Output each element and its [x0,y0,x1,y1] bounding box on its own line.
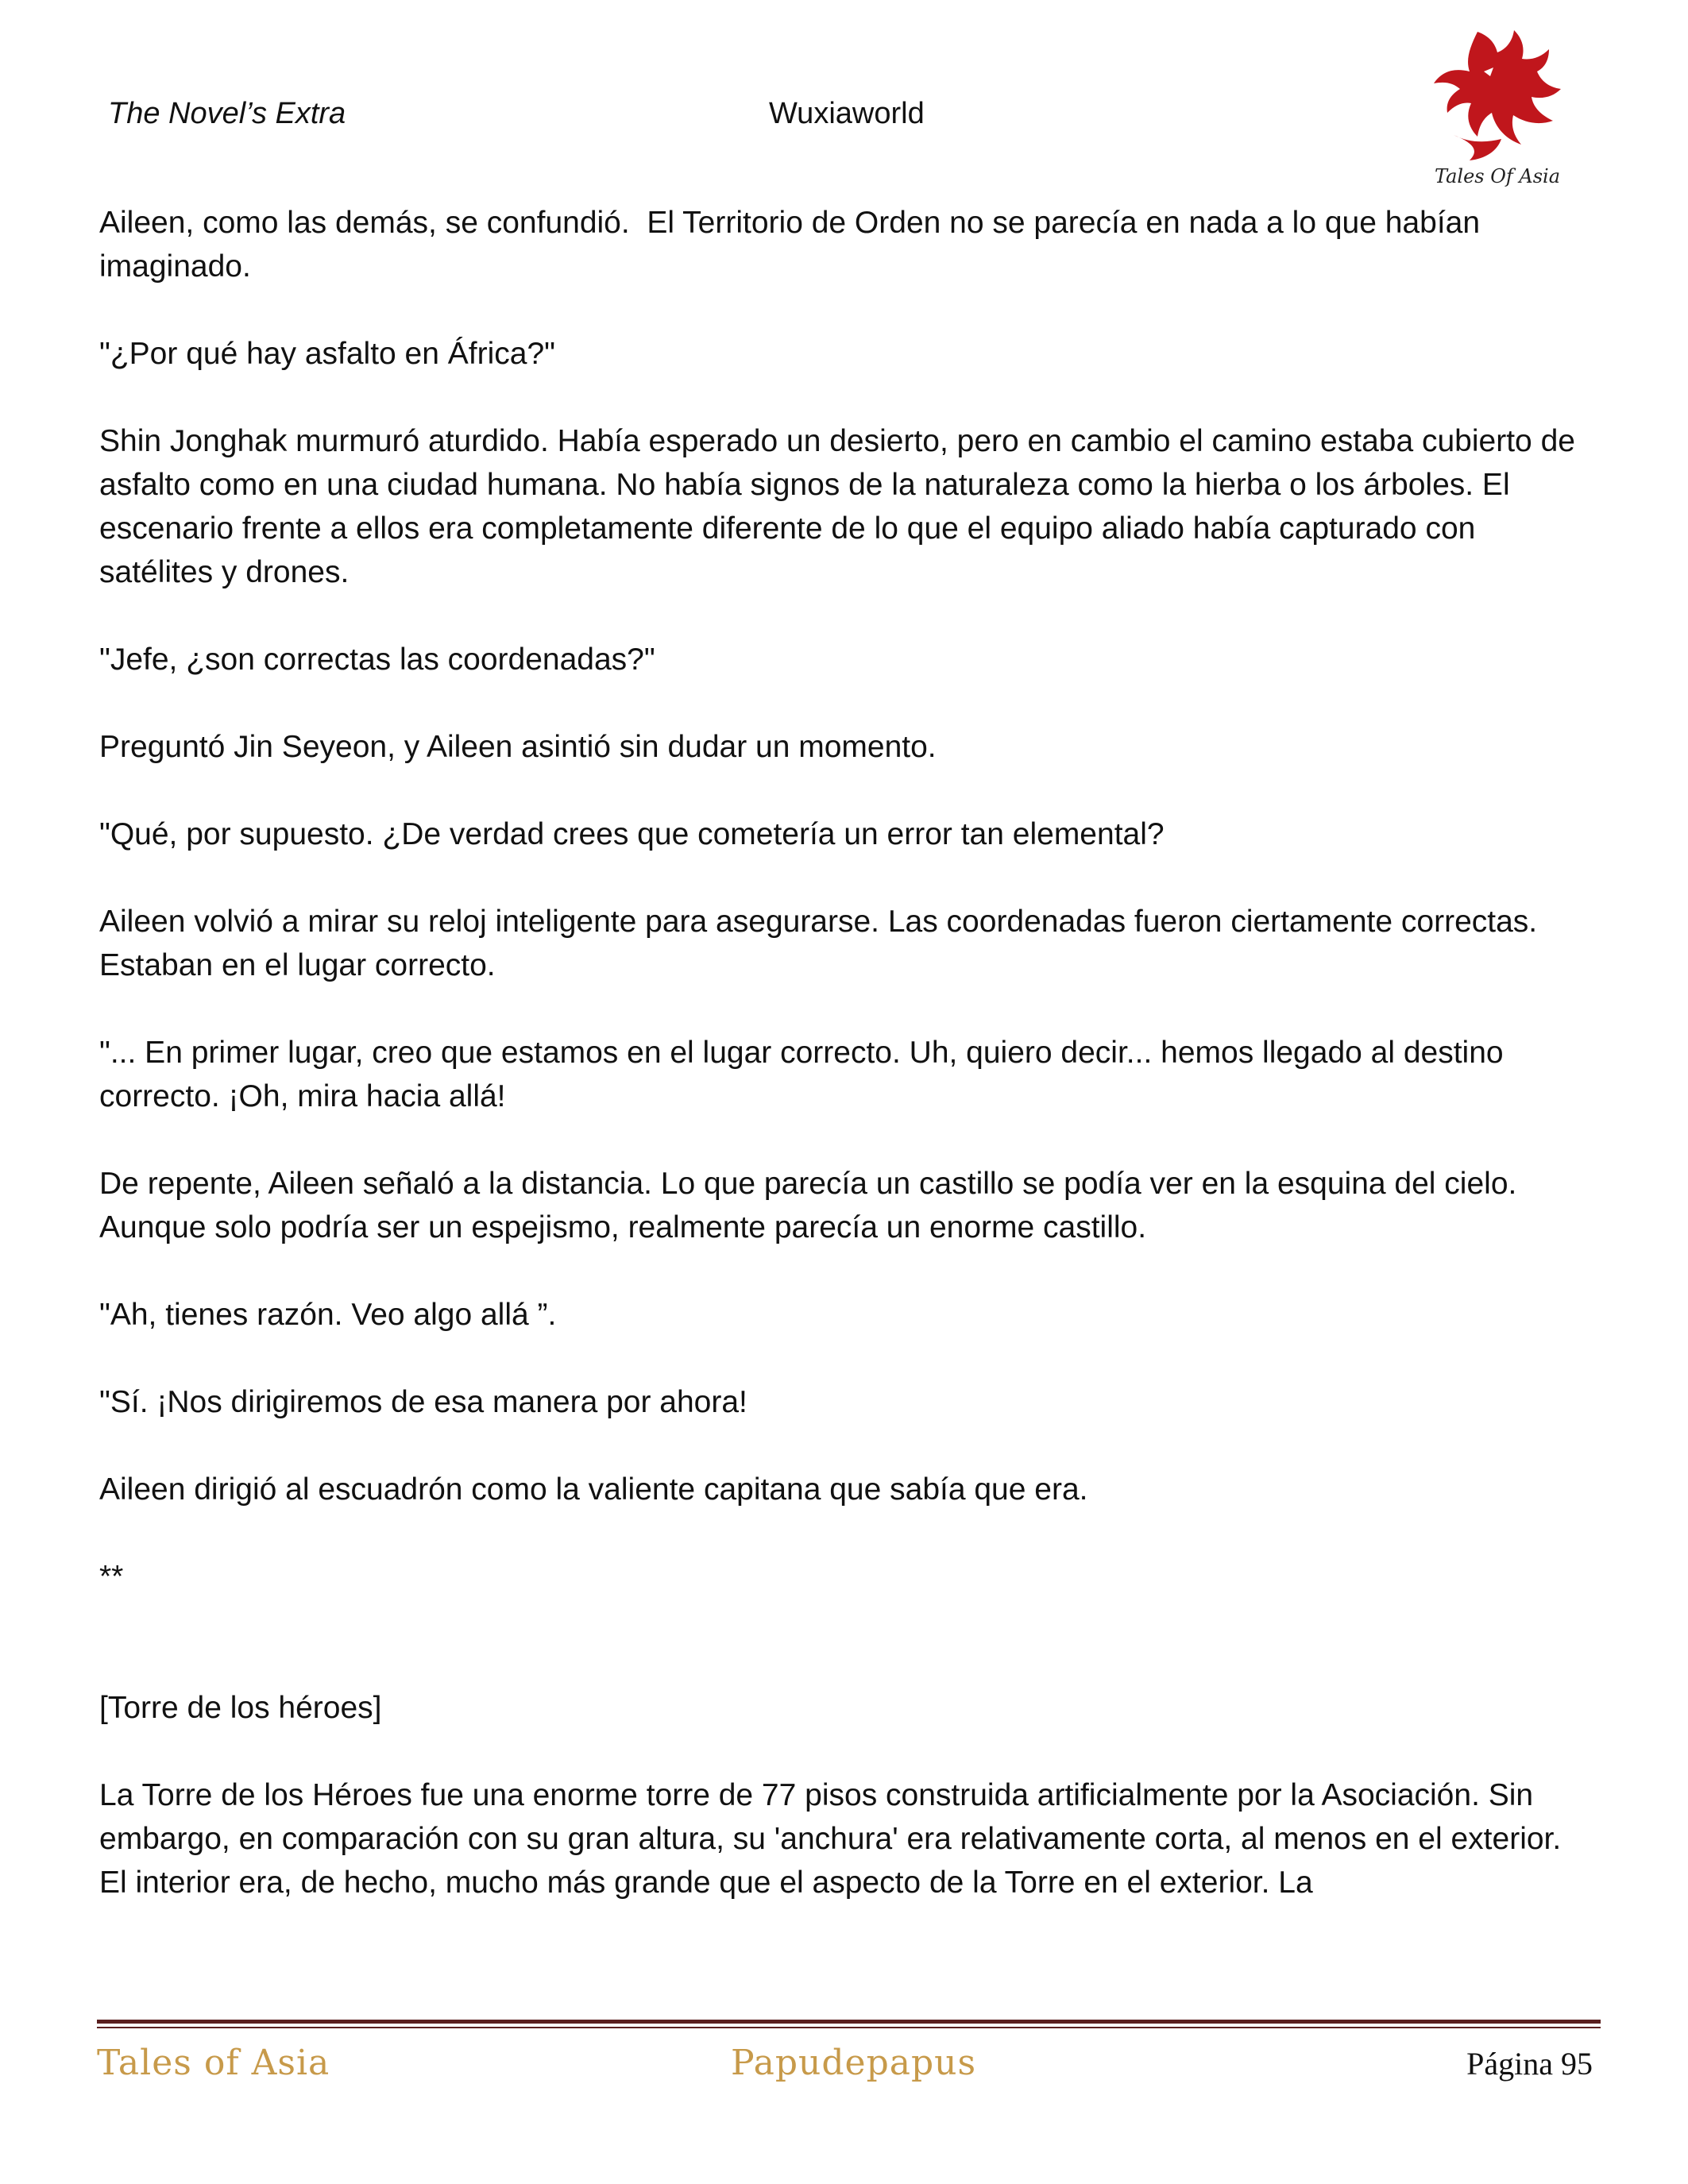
paragraph: Aileen, como las demás, se confundió. El Territorio de Orden no se parecía en nada a lo que habían imaginado. [99,206,1489,284]
page-number: Página 95 [1466,2046,1593,2082]
footer-rule [97,2020,1601,2024]
footer-rule-thin [97,2027,1601,2028]
tales-of-asia-logo [1422,24,1573,191]
paragraph: Aileen dirigió al escuadrón como la valiente capitana que sabía que era. [99,1472,1088,1507]
section-heading: [Torre de los héroes] [99,1691,382,1725]
paragraph: La Torre de los Héroes fue una enorme torre de 77 pisos construida artificialmente por la Asociación. Sin embargo, en comparación con su gran altura, su 'anchura' era relativamente corta, al menos en el exterior. El interior era, de hecho, mucho más grande que el aspecto de la Torre en el exterior. La [99,1778,1570,1900]
paragraph: Shin Jonghak murmuró aturdido. Había esperado un desierto, pero en cambio el camino estaba cubierto de asfalto como en una ciudad humana. No había signos de la naturaleza como la hierba o los árboles. El escenario frente a ellos era completamente diferente de lo que el equipo aliado había capturado con satélites y drones. [99,424,1584,589]
paragraph: "... En primer lugar, creo que estamos en el lugar correcto. Uh, quiero decir... hemos llegado al destino correcto. ¡Oh, mira hacia allá! [99,1036,1512,1113]
chapter-text [99,201,1593,1948]
scene-separator: ** [99,1560,124,1594]
paragraph: De repente, Aileen señaló a la distancia. Lo que parecía un castillo se podía ver en la esquina del cielo. Aunque solo podría ser un espejismo, realmente parecía un enorme castillo. [99,1167,1524,1244]
logo-text: Tales Of Asia [1434,165,1561,187]
paragraph: Aileen volvió a mirar su reloj inteligente para asegurarse. Las coordenadas fueron ciertamente correctas. Estaban en el lugar correcto. [99,905,1546,982]
footer-brand: Tales of Asia [97,2043,330,2083]
paragraph: "Qué, por supuesto. ¿De verdad crees que cometería un error tan elemental? [99,817,1165,851]
paragraph: "¿Por qué hay asfalto en África?" [99,337,555,371]
paragraph: "Jefe, ¿son correctas las coordenadas?" [99,642,655,677]
paragraph: Preguntó Jin Seyeon, y Aileen asintió sin dudar un momento. [99,730,937,764]
site-name: Wuxiaworld [769,97,925,130]
novel-title: The Novel’s Extra [108,97,346,130]
footer-translator: Papudepapus [731,2043,977,2083]
dragon-icon [1422,24,1573,191]
paragraph: "Ah, tienes razón. Veo algo allá ”. [99,1298,557,1332]
paragraph: "Sí. ¡Nos dirigiremos de esa manera por ahora! [99,1385,747,1419]
